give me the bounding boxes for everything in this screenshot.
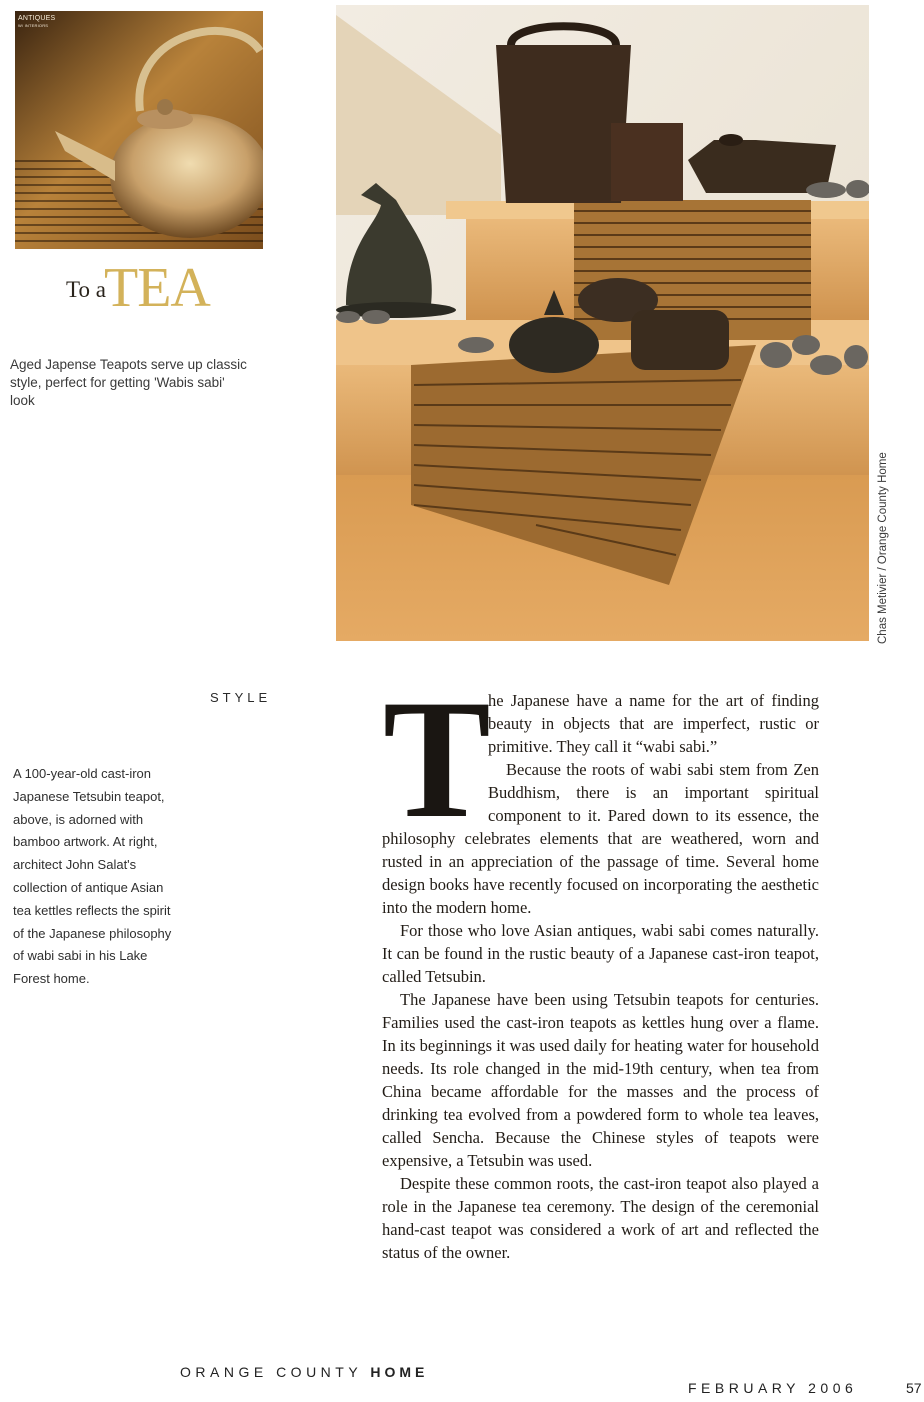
magazine-name-prefix: ORANGE COUNTY (180, 1364, 362, 1380)
article-paragraph-3: For those who love Asian antiques, wabi sabi comes naturally. It can be found in the rustic beauty of a Japanese cast-iron teapot, called Tetsubin. (382, 921, 819, 986)
badge-title: ANTIQUES (18, 15, 56, 22)
article-paragraph-1: he Japanese have a name for the art of finding beauty in objects that are imperfect, rustic or primitive. They call it “wabi sabi.” (488, 691, 819, 756)
article-body (382, 689, 819, 1264)
page-number: 57 (906, 1380, 922, 1396)
magazine-badge (18, 15, 55, 29)
magazine-name-bold: HOME (370, 1364, 429, 1380)
tea-kettle-collection-photo (336, 5, 869, 641)
photo-caption: A 100-year-old cast-iron Japanese Tetsubin teapot, above, is adorned with bamboo artwork. At right, architect John Salat's collection of antique Asian tea kettles reflects the spirit of the Japanese philosophy of wabi sabi in his Lake Forest home. (13, 766, 172, 987)
issue-date: FEBRUARY 2006 (688, 1380, 858, 1396)
heading-tea: TEA (104, 257, 210, 319)
article-paragraph-5: Despite these common roots, the cast-iron teapot also played a role in the Japanese tea ceremony. The design of the ceremonial hand-cast teapot was considered a work of art and reflected the status of the owner. (382, 1174, 819, 1262)
photo-credit: Chas Metivier / Orange County Home (877, 452, 889, 644)
magazine-name (180, 1364, 428, 1380)
article-paragraph-4: The Japanese have been using Tetsubin teapots for centuries. Families used the cast-iron teapots as kettles hung over a flame. In its beginnings it was used daily for heating water for household needs. Its role changed in the mid-19th century, when tea from China became affordable for the masses and the process of drinking tea evolved from a powdered form to whole tea leaves, called Sencha. Because the Chinese styles of teapots were expensive, a Tetsubin was used. (382, 990, 819, 1170)
article-paragraph-2: Because the roots of wabi sabi stem from Zen Buddhism, there is an important spiritual component to it. Pared down to its essence, the philosophy celebrates elements that are weathered, worn and rusted in an appreciation of the passage of time. Several home design books have recently focused on incorporating the aesthetic into the modern home. (382, 760, 819, 917)
heading-to: To a (66, 277, 106, 302)
teaser-text: Aged Japense Teapots serve up classic style, perfect for getting 'Wabis sabi' look (10, 357, 247, 408)
section-label: STYLE (210, 690, 272, 705)
badge-subtitle: W/ INTERIORS (18, 23, 49, 28)
drop-cap: T (383, 665, 491, 853)
article-heading (66, 258, 266, 318)
teapot-thumbnail-image (15, 11, 263, 249)
